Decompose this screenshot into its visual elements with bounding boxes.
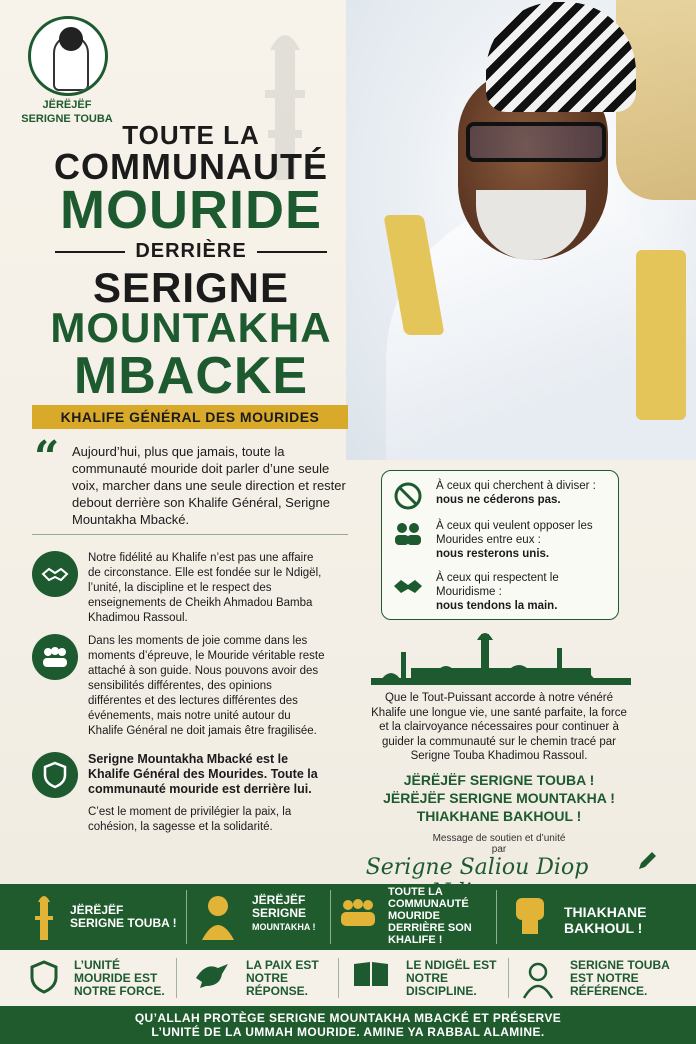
band2-1c: NOTRE FORCE. [74,984,165,998]
value-cell-2 [180,950,336,1006]
divider-right [257,251,327,253]
headline-line5: SERIGNE [92,264,290,311]
logo-caption-line2: SERIGNE TOUBA [21,113,113,125]
band1-2a: JËRËJËF [252,893,306,907]
slogan-3: THIAKHANE BAKHOUL ! [416,808,582,824]
band-divider [330,890,331,944]
commitment-row-2 [392,519,612,567]
paragraph-khalife [88,752,326,835]
band2-1b: MOURIDE EST [74,971,158,985]
quote-text: Aujourd’hui, plus que jamais, toute la communauté mouride doit parler d’une seule voix, marcher dans une seule direction et rester debout derrière son Khalife Général, Serigne Mountakha Mbacké. [72,444,346,527]
commitment-row-3 [392,571,612,617]
band-cell-3 [332,884,496,950]
headline-line6: MOUNTAKHA [50,304,332,351]
prayer-text: Que le Tout-Puissant accorde à notre vénéré Khalife une longue vie, une santé parfaite, la force et la clairvoyance nécessaires pour continuer à guider la communauté sur le chemin tracé par Serigne Touba Khadimou Rassoul. [371,692,627,762]
band2-4c: RÉFÉRENCE. [570,984,648,998]
handshake-icon [32,551,78,597]
band1-4b: BAKHOUL ! [564,920,643,936]
paragraph-epreuve: Dans les moments de joie comme dans les moments d’épreuve, le Mouride véritable reste attaché à son guide. Nous pouvons avoir des sensibilités différentes, des opinions différentes et des lectures différentes des événements, mais notre unité autour du Khalife Général ne doit jamais être fragilisée. [88,635,325,737]
values-band [0,950,696,1006]
serigne-portrait-icon [198,892,238,942]
slogan-2: JËRËJËF SERIGNE MOUNTAKHA ! [383,790,615,806]
khalife-portrait [346,0,696,460]
headline-line1: TOUTE LA [122,120,260,150]
commitment-2-answer: nous resterons unis. [436,548,550,560]
value-cell-4 [512,950,696,1006]
band-cell-1-text [70,904,177,930]
band-cell-4-text [564,904,646,936]
commitment-text-2 [436,519,614,561]
commitment-3-lead: À ceux qui respectent le Mouridisme : [436,572,559,598]
band2-4b: EST NOTRE [570,971,639,985]
band1-3a: TOUTE LA [388,886,443,898]
glasses [466,122,606,162]
band2-2a: LA PAIX EST [246,958,319,972]
band2-2b: NOTRE [246,971,288,985]
pen-icon [636,850,660,874]
band2-3b: NOTRE [406,971,448,985]
group-icon [32,634,78,680]
band1-3e: KHALIFE ! [388,934,443,946]
divider-left [55,251,125,253]
band1-2b: SERIGNE [252,906,307,920]
headline-line3: MOURIDE [60,180,322,240]
logo-head [59,27,83,51]
value-cell-1-text [74,959,165,998]
band2-2c: RÉPONSE. [246,984,309,998]
band1-3b: COMMUNAUTÉ [388,898,469,910]
footer-prayer [0,1006,696,1044]
separator [32,534,348,535]
no-entry-icon [392,481,424,513]
logo-medallion [28,16,108,96]
band-cell-2-text [252,894,316,934]
message-line2: par [491,844,507,855]
band-cell-2 [190,884,330,950]
commitment-row-1 [392,479,612,519]
commitment-1-answer: nous ne céderons pas. [436,494,561,506]
mosque-skyline-icon [371,630,631,685]
peace-statement: C’est le moment de privilégier la paix, la cohésion, la sagesse et la solidarité. [88,806,292,833]
band-cell-1 [0,884,180,950]
footer-line2: L’UNITÉ DE LA UMMAH MOURIDE. AMINE YA RABBAL ALAMINE. [151,1025,545,1039]
commitment-2-lead: À ceux qui veulent opposer les Mourides entre eux : [436,520,593,546]
band1-4a: THIAKHANE [564,904,647,920]
message-credit [366,833,632,855]
message-line1: Message de soutien et d’unité [432,833,566,844]
band1-1a: JËRËJËF [70,903,124,917]
band1-1b: SERIGNE TOUBA ! [70,916,177,930]
people-icon [392,521,424,553]
gold-stole-right [636,250,686,420]
slogan-band [0,884,696,950]
khalife-statement: Serigne Mountakha Mbacké est le Khalife Général des Mourides. Toute la communauté mouride est derrière lui. [88,752,318,796]
paragraph-fidelite: Notre fidélité au Khalife n’est pas une affaire de circonstance. Elle est fondée sur le Ndigël, l’unité, la discipline et le respect des enseignements de Cheikh Ahmadou Bamba Khadimou Rassoul. [88,552,322,624]
commitment-1-lead: À ceux qui cherchent à diviser : [436,480,596,492]
value-cell-3 [342,950,506,1006]
value-cell-1 [0,950,174,1006]
value-divider [338,958,339,998]
band1-3c: MOURIDE [388,910,440,922]
serigne-touba-portrait-icon [520,960,556,996]
band-divider [496,890,497,944]
commitments-box [381,470,619,620]
value-cell-4-text [570,959,670,998]
headline-line4 [26,240,356,263]
headline-line4-text: DERRIÈRE [135,240,247,262]
book-icon [352,960,388,996]
value-divider [176,958,177,998]
footer-line1: QU’ALLAH PROTÈGE SERIGNE MOUNTAKHA MBACKÉ ET PRÉSERVE [134,1011,562,1025]
slogans [366,771,632,825]
band1-3d: DERRIÈRE SON [388,922,472,934]
band-cell-3-text [388,886,472,946]
fist-icon [510,892,550,942]
band1-2c: MOUNTAKHA ! [252,922,316,932]
headline-line7: MBACKE [73,347,309,405]
signature: Serigne Saliou Diop [365,855,589,880]
quote-mark-icon: “ [34,432,60,483]
title-ribbon: KHALIFE GÉNÉRAL DES MOURIDES [32,405,348,429]
band2-4a: SERIGNE TOUBA [570,958,670,972]
slogan-1: JËRËJËF SERIGNE TOUBA ! [403,772,595,788]
value-cell-3-text [406,959,496,998]
logo-caption-line1: JËRËJËF [42,99,92,111]
band2-3c: DISCIPLINE. [406,984,477,998]
band-cell-4 [500,884,696,950]
commitment-3-answer: nous tendons la main. [436,600,558,612]
commitment-text-3 [436,571,614,613]
shield-icon [26,960,62,996]
cap [486,2,636,112]
handshake-icon [392,573,424,605]
value-cell-2-text [246,959,319,998]
band2-1a: L’UNITÉ [74,958,121,972]
shield-icon [32,752,78,798]
headline-line2: COMMUNAUTÉ [54,146,328,187]
minaret-icon [24,892,64,942]
dove-icon [194,960,230,996]
community-icon [338,892,378,942]
value-divider [508,958,509,998]
band2-3a: LE NDIGËL EST [406,958,497,972]
band-divider [186,890,187,944]
commitment-text-1 [436,479,614,507]
